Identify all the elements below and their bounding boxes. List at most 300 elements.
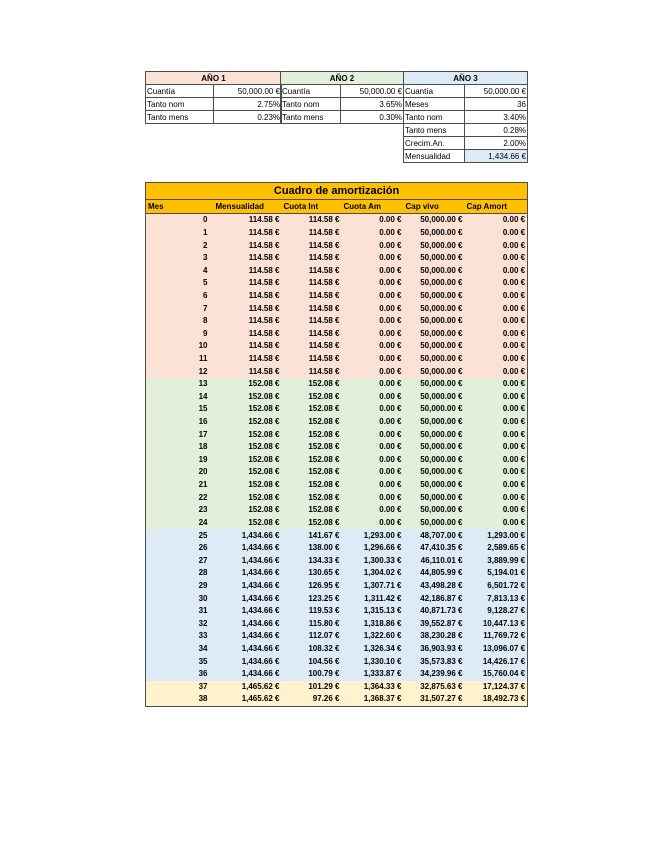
table-cell: 114.58 €: [248, 253, 280, 263]
table-cell: 36,903.93 €: [420, 644, 463, 654]
table-cell: 11,769.72 €: [483, 631, 526, 641]
table-cell: 108.32 €: [308, 644, 340, 654]
table-cell: 0.00 €: [379, 253, 402, 263]
table-row: [146, 403, 528, 416]
table-cell: 152.08 €: [308, 517, 340, 527]
table-cell: 0: [203, 215, 208, 225]
table-cell: 1,364.33 €: [363, 681, 402, 691]
table-cell: 152.08 €: [248, 404, 280, 414]
table-cell: 0.00 €: [379, 240, 402, 250]
param-label: Tanto nom: [404, 111, 465, 124]
table-cell: 31,507.27 €: [420, 694, 463, 704]
table-cell: 50,000.00 €: [420, 467, 463, 477]
table-row: [146, 466, 528, 479]
table-cell: 1,434.66 €: [241, 543, 280, 553]
table-cell: 17,124.37 €: [482, 681, 526, 691]
table-row: [146, 416, 528, 429]
table-cell: 42,186.87 €: [420, 593, 463, 603]
column-header-cuota-am: Cuota Am: [342, 200, 404, 214]
table-cell: 47,410.35 €: [420, 543, 463, 553]
param-label: Mensualidad: [404, 150, 465, 163]
table-cell: 50,000.00 €: [420, 253, 463, 263]
table-row: [146, 340, 528, 353]
table-cell: 1,318.86 €: [363, 618, 402, 628]
table-cell: 114.58 €: [308, 278, 340, 288]
table-cell: 1,333.87 €: [363, 669, 402, 679]
column-header-mensualidad: Mensualidad: [214, 200, 282, 214]
param-label: Tanto mens: [146, 111, 214, 124]
table-cell: 104.56 €: [308, 656, 340, 666]
table-cell: 18,492.73 €: [482, 694, 526, 704]
table-row: [146, 517, 528, 530]
table-cell: 11: [199, 354, 208, 363]
table-cell: 0.00 €: [502, 240, 526, 250]
table-cell: 34: [198, 644, 208, 654]
table-cell: 1,311.42 €: [364, 593, 402, 603]
table-cell: 152.08 €: [248, 454, 280, 464]
table-cell: 0.00 €: [379, 467, 402, 477]
table-cell: 50,000.00 €: [420, 454, 463, 464]
table-cell: 24: [198, 517, 208, 527]
table-cell: 16: [198, 417, 208, 427]
table-cell: 1,434.66 €: [241, 555, 280, 565]
table-cell: 0.00 €: [502, 417, 526, 427]
table-cell: 152.08 €: [248, 480, 280, 490]
table-cell: 50,000.00 €: [420, 227, 463, 237]
table-row: [146, 290, 528, 303]
table-cell: 0.00 €: [379, 227, 402, 237]
table-row: [146, 567, 528, 580]
table-cell: 1,434.66 €: [241, 606, 280, 616]
monthly-payment-value: 1,434.66 €: [465, 150, 528, 163]
table-cell: 130.65 €: [308, 568, 340, 578]
table-cell: 0.00 €: [502, 265, 526, 275]
table-cell: 1,307.71 €: [363, 580, 402, 590]
table-cell: 0.00 €: [379, 442, 402, 452]
year3-params-table: [403, 71, 528, 163]
table-row: [146, 605, 528, 618]
param-label: Tanto nom: [281, 98, 341, 111]
param-value: 3.40%: [465, 111, 528, 124]
table-cell: 97.26 €: [312, 694, 340, 704]
table-cell: 0.00 €: [502, 253, 526, 263]
table-cell: 8: [203, 316, 208, 326]
param-label: Tanto mens: [404, 124, 465, 137]
table-cell: 50,000.00 €: [420, 379, 463, 389]
table-cell: 114.58 €: [308, 240, 340, 250]
table-cell: 152.08 €: [308, 454, 340, 464]
table-cell: 50,000.00 €: [420, 442, 463, 452]
table-cell: 152.08 €: [308, 404, 340, 414]
table-cell: 50,000.00 €: [420, 328, 463, 338]
table-cell: 0.00 €: [502, 429, 526, 439]
table-cell: 50,000.00 €: [420, 303, 463, 313]
table-cell: 34,239.96 €: [420, 669, 463, 679]
table-cell: 0.00 €: [379, 290, 402, 300]
table-cell: 12: [198, 366, 208, 376]
table-cell: 5: [203, 278, 208, 288]
table-cell: 1,330.10 €: [363, 656, 402, 666]
table-cell: 2,589.65 €: [487, 543, 526, 553]
column-header-mes: Mes: [146, 200, 214, 214]
table-cell: 35,573.83 €: [420, 656, 463, 666]
table-cell: 0.00 €: [379, 366, 402, 376]
param-value: 2.00%: [465, 137, 528, 150]
table-cell: 33: [198, 631, 208, 641]
table-row: [146, 227, 528, 240]
table-cell: 0.00 €: [502, 290, 526, 300]
table-cell: 1: [203, 227, 208, 237]
param-value: 0.23%: [214, 111, 282, 124]
table-cell: 1,293.00 €: [487, 530, 526, 540]
table-cell: 31: [198, 606, 208, 616]
param-value: 2.75%: [214, 98, 282, 111]
table-cell: 38,230.28 €: [420, 631, 463, 641]
table-cell: 119.53 €: [308, 606, 340, 616]
table-row: [146, 479, 528, 492]
table-row: [146, 693, 528, 706]
column-header-cap-vivo: Cap vivo: [404, 200, 465, 214]
table-cell: 114.58 €: [248, 265, 280, 275]
table-cell: 126.95 €: [308, 580, 340, 590]
table-cell: 17: [198, 429, 208, 439]
table-cell: 114.58 €: [308, 303, 340, 313]
table-cell: 152.08 €: [308, 429, 340, 439]
table-cell: 50,000.00 €: [420, 316, 463, 326]
table-cell: 0.00 €: [379, 429, 402, 439]
table-cell: 152.08 €: [308, 417, 340, 427]
table-cell: 50,000.00 €: [420, 265, 463, 275]
table-cell: 114.58 €: [308, 253, 340, 263]
table-cell: 114.58 €: [308, 290, 340, 300]
table-cell: 114.58 €: [248, 316, 280, 326]
table-cell: 35: [198, 656, 208, 666]
table-row: [146, 391, 528, 404]
table-cell: 1,434.66 €: [241, 631, 280, 641]
table-cell: 114.58 €: [308, 341, 340, 351]
table-row: [146, 441, 528, 454]
table-cell: 3: [203, 253, 208, 263]
table-cell: 50,000.00 €: [420, 480, 463, 490]
table-cell: 114.58 €: [308, 227, 340, 237]
table-row: [146, 252, 528, 265]
table-cell: 32: [198, 618, 208, 628]
table-cell: 0.00 €: [502, 366, 526, 376]
table-cell: 1,465.62 €: [241, 681, 280, 691]
table-cell: 0.00 €: [379, 391, 402, 401]
table-cell: 50,000.00 €: [420, 417, 463, 427]
param-label: Tanto mens: [281, 111, 341, 124]
table-cell: 26: [198, 543, 208, 553]
table-cell: 10,447.13 €: [482, 618, 526, 628]
param-value: 50,000.00 €: [465, 85, 528, 98]
table-cell: 152.08 €: [248, 391, 280, 401]
table-cell: 50,000.00 €: [420, 354, 463, 363]
table-cell: 152.08 €: [308, 391, 340, 401]
table-cell: 114.58 €: [248, 341, 280, 351]
table-row: [146, 668, 528, 681]
param-value: 36: [465, 98, 528, 111]
table-cell: 22: [198, 492, 208, 502]
table-cell: 114.58 €: [308, 265, 340, 275]
table-cell: 0.00 €: [379, 417, 402, 427]
table-cell: 0.00 €: [379, 316, 402, 326]
amortization-table: [145, 182, 528, 707]
amortization-body: [146, 214, 528, 707]
table-cell: 0.00 €: [379, 379, 402, 389]
column-header-cap-amort: Cap Amort: [465, 200, 528, 214]
table-cell: 5,194.01 €: [487, 568, 526, 578]
table-cell: 114.58 €: [248, 290, 280, 300]
table-cell: 50,000.00 €: [420, 492, 463, 502]
table-row: [146, 655, 528, 668]
table-cell: 48,707.00 €: [420, 530, 463, 540]
table-cell: 30: [198, 593, 208, 603]
table-cell: 112.07 €: [308, 631, 340, 641]
table-cell: 1,315.13 €: [363, 606, 402, 616]
table-cell: 27: [198, 555, 208, 565]
table-cell: 0.00 €: [502, 492, 526, 502]
table-cell: 1,326.34 €: [363, 644, 402, 654]
table-cell: 18: [198, 442, 208, 452]
table-cell: 0.00 €: [502, 303, 526, 313]
table-cell: 114.58 €: [308, 215, 340, 225]
table-cell: 114.58 €: [308, 316, 340, 326]
table-cell: 114.58 €: [248, 240, 280, 250]
table-cell: 0.00 €: [379, 505, 402, 515]
table-cell: 114.58 €: [248, 278, 280, 288]
table-cell: 6: [203, 290, 208, 300]
table-row: [146, 378, 528, 391]
param-value: 0.28%: [465, 124, 528, 137]
table-row: [146, 315, 528, 328]
table-cell: 0.00 €: [379, 278, 402, 288]
table-cell: 1,434.66 €: [241, 593, 280, 603]
table-cell: 114.58 €: [308, 354, 340, 363]
table-cell: 1,293.00 €: [363, 530, 402, 540]
table-cell: 152.08 €: [248, 505, 280, 515]
table-cell: 152.08 €: [308, 480, 340, 490]
param-value: 0.30%: [341, 111, 404, 124]
table-cell: 152.08 €: [248, 467, 280, 477]
table-row: [146, 542, 528, 555]
table-cell: 0.00 €: [379, 517, 402, 527]
table-cell: 0.00 €: [379, 215, 402, 225]
table-cell: 13: [198, 379, 208, 389]
table-cell: 152.08 €: [248, 417, 280, 427]
table-row: [146, 428, 528, 441]
table-row: [146, 529, 528, 542]
table-cell: 0.00 €: [502, 278, 526, 288]
table-row: [146, 302, 528, 315]
year2-params-table: [280, 71, 404, 124]
table-row: [146, 554, 528, 567]
table-cell: 0.00 €: [379, 492, 402, 502]
table-cell: 114.58 €: [248, 227, 280, 237]
table-cell: 0.00 €: [379, 265, 402, 275]
table-cell: 1,465.62 €: [241, 694, 280, 704]
param-value: 50,000.00 €: [214, 85, 282, 98]
table-cell: 15: [198, 404, 208, 414]
table-cell: 50,000.00 €: [420, 391, 463, 401]
table-cell: 114.58 €: [248, 354, 280, 363]
param-label: Cuantía: [404, 85, 465, 98]
table-cell: 7,813.13 €: [487, 593, 526, 603]
table-cell: 10: [198, 341, 208, 351]
table-cell: 0.00 €: [502, 454, 526, 464]
table-cell: 152.08 €: [248, 442, 280, 452]
table-cell: 1,296.66 €: [363, 543, 402, 553]
table-cell: 0.00 €: [379, 303, 402, 313]
table-cell: 0.00 €: [379, 354, 402, 363]
param-label: Cuantía: [146, 85, 214, 98]
table-cell: 0.00 €: [502, 328, 526, 338]
table-cell: 1,368.37 €: [363, 694, 402, 704]
table-row: [146, 277, 528, 290]
table-row: [146, 618, 528, 631]
table-cell: 7: [203, 303, 208, 313]
table-cell: 0.00 €: [502, 379, 526, 389]
table-cell: 32,875.63 €: [420, 681, 463, 691]
table-cell: 1,322.60 €: [363, 631, 402, 641]
table-row: [146, 491, 528, 504]
table-row: [146, 504, 528, 517]
table-cell: 114.58 €: [248, 366, 280, 376]
table-row: [146, 454, 528, 467]
table-cell: 152.08 €: [248, 429, 280, 439]
table-cell: 1,300.33 €: [363, 555, 402, 565]
table-cell: 44,805.99 €: [420, 568, 463, 578]
param-value: 3.65%: [341, 98, 404, 111]
table-cell: 50,000.00 €: [420, 215, 463, 225]
table-cell: 1,434.66 €: [241, 644, 280, 654]
column-header-cuota-int: Cuota Int: [282, 200, 342, 214]
table-cell: 114.58 €: [308, 366, 340, 376]
table-cell: 0.00 €: [502, 391, 526, 401]
table-cell: 0.00 €: [379, 341, 402, 351]
table-cell: 0.00 €: [502, 467, 526, 477]
table-cell: 50,000.00 €: [420, 429, 463, 439]
table-cell: 100.79 €: [308, 669, 340, 679]
table-row: [146, 592, 528, 605]
table-cell: 1,434.66 €: [241, 669, 280, 679]
table-cell: 0.00 €: [502, 227, 526, 237]
year2-title: AÑO 2: [281, 72, 404, 85]
table-cell: 50,000.00 €: [420, 517, 463, 527]
table-cell: 123.25 €: [308, 593, 340, 603]
table-cell: 13,096.07 €: [482, 644, 526, 654]
table-cell: 9: [203, 328, 208, 338]
table-row: [146, 643, 528, 656]
table-cell: 50,000.00 €: [420, 341, 463, 351]
table-cell: 50,000.00 €: [420, 404, 463, 414]
table-cell: 114.58 €: [248, 303, 280, 313]
table-cell: 138.00 €: [308, 543, 340, 553]
table-cell: 50,000.00 €: [420, 290, 463, 300]
table-cell: 114.58 €: [248, 328, 280, 338]
table-cell: 3,889.99 €: [487, 555, 526, 565]
table-cell: 46,110.01 €: [420, 555, 463, 565]
table-cell: 101.29 €: [308, 681, 340, 691]
table-cell: 0.00 €: [502, 354, 526, 363]
table-cell: 1,434.66 €: [241, 656, 280, 666]
table-cell: 6,501.72 €: [487, 580, 526, 590]
table-cell: 0.00 €: [502, 480, 526, 490]
table-cell: 152.08 €: [308, 379, 340, 389]
table-row: [146, 327, 528, 340]
table-cell: 114.58 €: [308, 328, 340, 338]
table-row: [146, 239, 528, 252]
table-cell: 36: [198, 669, 208, 679]
table-cell: 0.00 €: [502, 505, 526, 515]
table-row: [146, 365, 528, 378]
table-cell: 37: [198, 681, 208, 691]
table-cell: 152.08 €: [308, 505, 340, 515]
table-cell: 15,760.04 €: [482, 669, 526, 679]
table-row: [146, 214, 528, 227]
table-cell: 152.08 €: [248, 379, 280, 389]
param-label: Meses: [404, 98, 465, 111]
table-cell: 19: [198, 454, 208, 464]
table-cell: 50,000.00 €: [420, 278, 463, 288]
table-cell: 152.08 €: [308, 467, 340, 477]
table-cell: 40,871.73 €: [420, 606, 463, 616]
table-cell: 50,000.00 €: [420, 505, 463, 515]
param-label: Cuantía: [281, 85, 341, 98]
table-cell: 20: [198, 467, 208, 477]
table-row: [146, 353, 528, 366]
table-cell: 28: [198, 568, 208, 578]
table-cell: 152.08 €: [248, 517, 280, 527]
table-row: [146, 681, 528, 694]
table-cell: 0.00 €: [379, 328, 402, 338]
table-cell: 1,434.66 €: [241, 530, 280, 540]
table-cell: 0.00 €: [379, 404, 402, 414]
table-cell: 2: [203, 240, 208, 250]
table-cell: 50,000.00 €: [420, 240, 463, 250]
table-cell: 0.00 €: [502, 316, 526, 326]
table-cell: 39,552.87 €: [420, 618, 463, 628]
table-cell: 0.00 €: [502, 341, 526, 351]
table-cell: 21: [198, 480, 208, 490]
year3-title: AÑO 3: [404, 72, 528, 85]
param-label: Tanto nom: [146, 98, 214, 111]
table-cell: 115.80 €: [308, 618, 340, 628]
table-cell: 0.00 €: [502, 215, 526, 225]
table-cell: 0.00 €: [502, 442, 526, 452]
table-cell: 152.08 €: [308, 492, 340, 502]
table-row: [146, 580, 528, 593]
param-label: Crecim.An.: [404, 137, 465, 150]
table-cell: 0.00 €: [379, 480, 402, 490]
year1-title: AÑO 1: [146, 72, 282, 85]
table-cell: 1,434.66 €: [241, 568, 280, 578]
table-cell: 29: [198, 580, 208, 590]
table-cell: 134.33 €: [308, 555, 340, 565]
table-cell: 152.08 €: [308, 442, 340, 452]
table-cell: 23: [198, 505, 208, 515]
param-value: 50,000.00 €: [341, 85, 404, 98]
table-cell: 1,434.66 €: [241, 618, 280, 628]
table-cell: 14: [198, 391, 208, 401]
table-cell: 152.08 €: [248, 492, 280, 502]
table-cell: 1,434.66 €: [241, 580, 280, 590]
table-cell: 25: [198, 530, 208, 540]
table-cell: 141.67 €: [308, 530, 340, 540]
amortization-title: Cuadro de amortización: [146, 183, 528, 200]
table-cell: 9,128.27 €: [487, 606, 526, 616]
year1-params-table: [145, 71, 282, 124]
